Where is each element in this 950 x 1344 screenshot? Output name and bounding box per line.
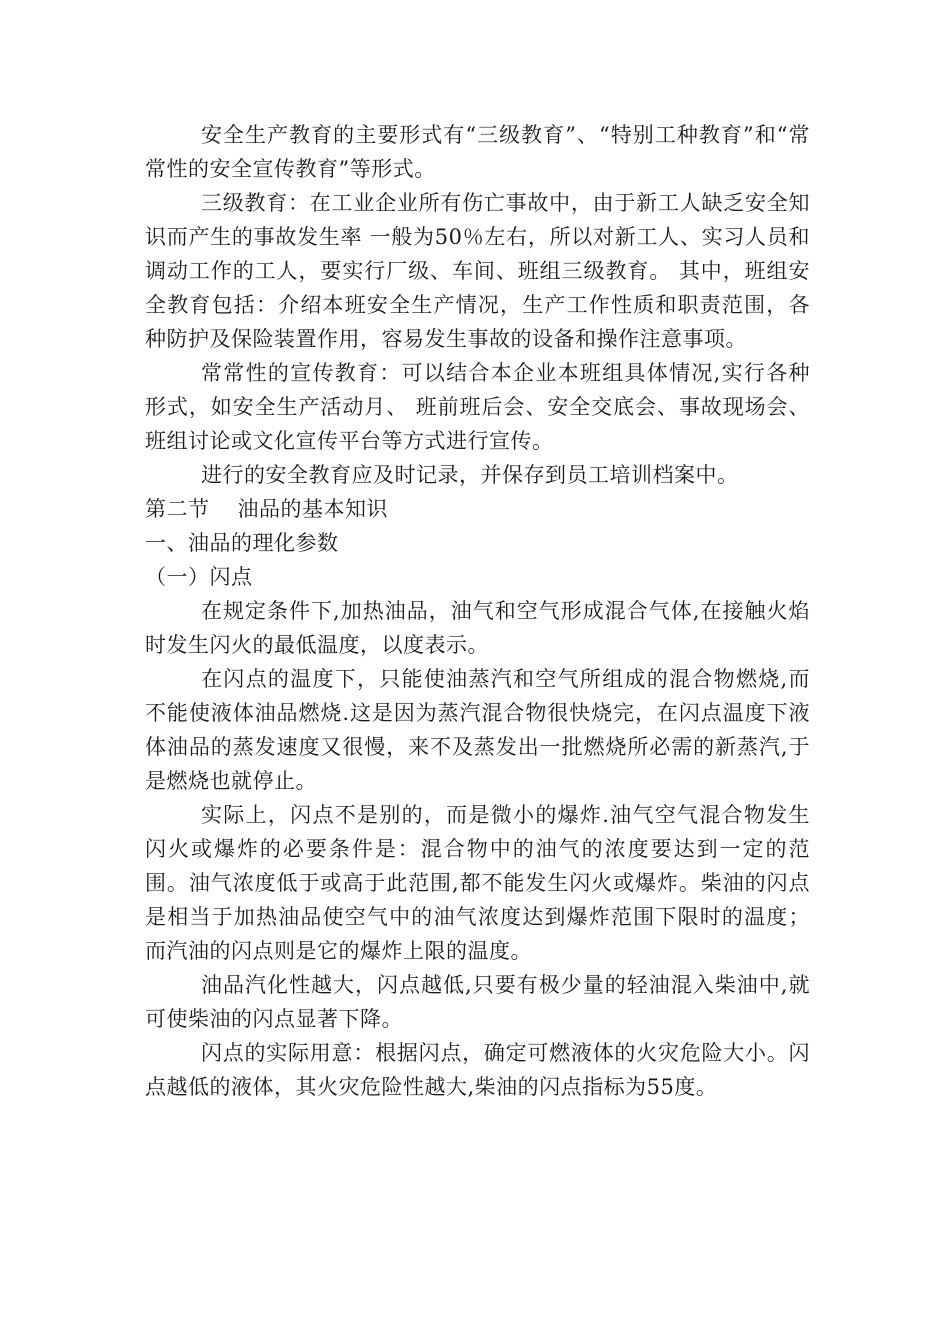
paragraph-vaporization: 油品汽化性越大，闪点越低,只要有极少量的轻油混入柴油中,就可使柴油的闪点显著下降。 (145, 973, 810, 1031)
paragraph-flash-point-combustion: 在闪点的温度下，只能使油蒸汽和空气所组成的混合物燃烧,而不能使液体油品燃烧.这是因为蒸汽混合物很快烧完，在闪点温度下液体油品的蒸发速度又很慢，来不及蒸发出一批燃烧所必需的新蒸汽,于是燃烧也就停止。 (145, 667, 810, 793)
paragraph-education-forms: 安全生产教育的主要形式有“三级教育”、“特别工种教育”和“常常性的安全宣传教育”等形式。 (145, 123, 810, 181)
paragraph-regular-propaganda: 常常性的宣传教育：可以结合本企业本班组具体情况,实行各种形式，如安全生产活动月、 班前班后会、安全交底会、事故现场会、班组讨论或文化宣传平台等方式进行宣传。 (145, 361, 810, 453)
paragraph-flash-point-definition: 在规定条件下,加热油品，油气和空气形成混合气体,在接触火焰时发生闪火的最低温度，以度表示。 (145, 599, 810, 657)
section-number: 第二节 (145, 497, 210, 521)
item-heading: （一）闪点 (145, 565, 253, 589)
document-page (145, 118, 810, 1104)
paragraph-record-keeping: 进行的安全教育应及时记录，并保存到员工培训档案中。 (201, 463, 739, 487)
paragraph-flash-point-explosion: 实际上，闪点不是别的，而是微小的爆炸.油气空气混合物发生闪火或爆炸的必要条件是：混合物中的油气的浓度要达到一定的范围。油气浓度低于或高于此范围,都不能发生闪火或爆炸。柴油的闪点是相当于加热油品使空气中的油气浓度达到爆炸范围下限时的温度；而汽油的闪点则是它的爆炸上限的温度。 (145, 803, 810, 963)
paragraph-three-level-education: 三级教育：在工业企业所有伤亡事故中，由于新工人缺乏安全知识而产生的事故发生率 一般为50％左右，所以对新工人、实习人员和调动工作的工人，要实行厂级、车间、班组三级教育。 其中，班组安全教育包括：介绍本班安全生产情况，生产工作性质和职责范围，各种防护及保险装置作用，容易发生事故的设备和操作注意事项。 (145, 191, 810, 351)
section-heading (145, 492, 810, 526)
paragraph-practical-meaning: 闪点的实际用意：根据闪点，确定可燃液体的火灾危险大小。闪点越低的液体，其火灾危险性越大,柴油的闪点指标为55度。 (145, 1041, 810, 1099)
section-title: 油品的基本知识 (237, 497, 388, 521)
subsection-heading: 一、油品的理化参数 (145, 531, 339, 555)
